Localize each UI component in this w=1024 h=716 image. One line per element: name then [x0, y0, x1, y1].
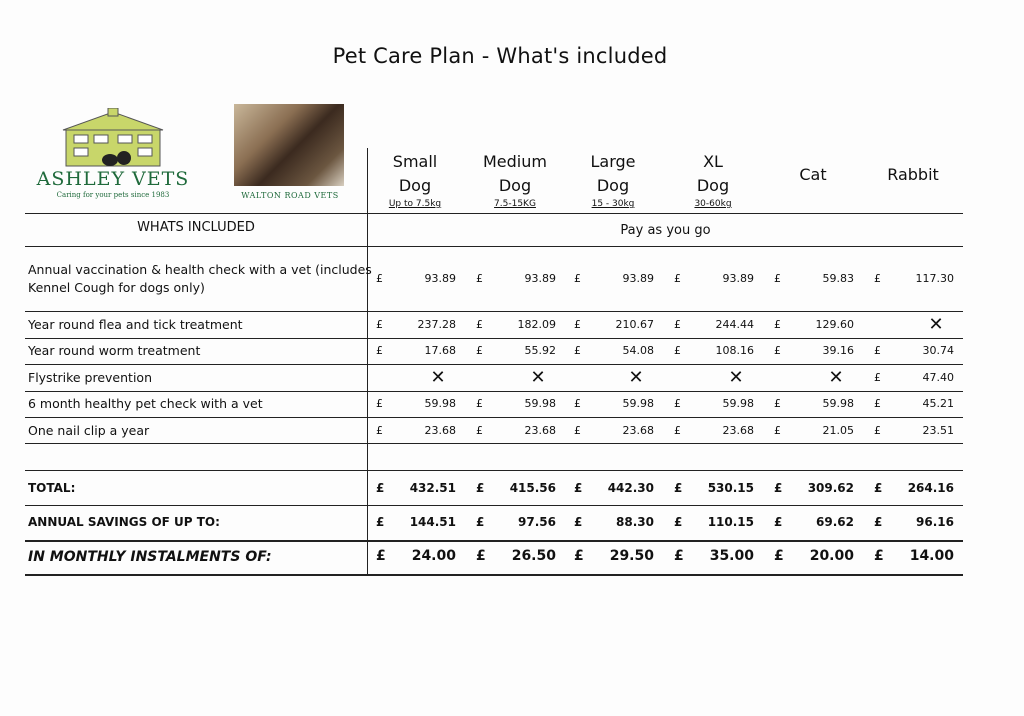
currency-symbol: £	[376, 318, 383, 331]
currency-symbol: £	[476, 424, 483, 437]
price-value: 23.68	[424, 424, 456, 437]
price-value: 59.98	[822, 397, 854, 410]
price-value: 29.50	[609, 548, 654, 564]
price-value: 144.51	[409, 515, 456, 529]
price-value: 442.30	[607, 481, 654, 495]
currency-symbol: £	[376, 548, 386, 564]
currency-symbol: £	[774, 272, 781, 285]
currency-symbol: £	[674, 397, 681, 410]
price-value: 93.89	[524, 272, 556, 285]
currency-symbol: £	[476, 515, 485, 529]
cross-icon: ✕	[728, 367, 744, 388]
currency-symbol: £	[774, 481, 783, 495]
currency-symbol: £	[774, 548, 784, 564]
price-value: 17.68	[424, 344, 456, 357]
currency-symbol: £	[574, 318, 581, 331]
divider	[25, 470, 963, 471]
currency-symbol: £	[376, 272, 383, 285]
divider	[25, 574, 963, 576]
currency-symbol: £	[476, 481, 485, 495]
cross-icon: ✕	[430, 367, 446, 388]
price-value: 530.15	[707, 481, 754, 495]
currency-symbol: £	[874, 344, 881, 357]
currency-symbol: £	[674, 318, 681, 331]
price-value: 117.30	[915, 272, 954, 285]
currency-symbol: £	[874, 515, 883, 529]
price-value: 23.68	[722, 424, 754, 437]
currency-symbol: £	[476, 318, 483, 331]
currency-symbol: £	[874, 424, 881, 437]
price-value: 59.98	[424, 397, 456, 410]
cross-icon: ✕	[928, 314, 944, 335]
currency-symbol: £	[874, 548, 884, 564]
currency-symbol: £	[674, 548, 684, 564]
currency-symbol: £	[774, 424, 781, 437]
ashley-tagline: Caring for your pets since 1983	[56, 191, 170, 199]
currency-symbol: £	[574, 397, 581, 410]
row-label-vaccination-1: Annual vaccination & health check with a vet (includes	[28, 262, 372, 277]
currency-symbol: £	[574, 272, 581, 285]
currency-symbol: £	[376, 515, 385, 529]
divider	[25, 338, 963, 339]
currency-symbol: £	[774, 318, 781, 331]
price-value: 26.50	[511, 548, 556, 564]
row-label-savings: ANNUAL SAVINGS OF UP TO:	[28, 515, 220, 529]
price-value: 182.09	[517, 318, 556, 331]
column-header-type: Dog	[498, 176, 532, 195]
column-header-weight: 15 - 30kg	[591, 199, 635, 209]
divider	[25, 391, 963, 392]
column-divider	[367, 148, 368, 575]
currency-symbol: £	[574, 424, 581, 437]
currency-symbol: £	[874, 371, 881, 384]
divider	[25, 311, 963, 312]
row-label-vaccination-2: Kennel Cough for dogs only)	[28, 280, 205, 295]
divider	[25, 417, 963, 418]
ashley-brand-name: ASHLEY VETS	[36, 168, 190, 190]
column-header-type: Dog	[596, 176, 630, 195]
currency-symbol: £	[874, 397, 881, 410]
whats-included-header: WHATS INCLUDED	[137, 220, 255, 235]
price-value: 20.00	[809, 548, 854, 564]
column-header-weight: 30-60kg	[694, 199, 732, 209]
currency-symbol: £	[674, 344, 681, 357]
divider	[25, 505, 963, 506]
price-value: 93.89	[424, 272, 456, 285]
currency-symbol: £	[376, 424, 383, 437]
divider	[25, 364, 963, 365]
price-value: 210.67	[615, 318, 654, 331]
column-header-type: Dog	[398, 176, 432, 195]
currency-symbol: £	[574, 481, 583, 495]
column-header-4	[763, 163, 863, 187]
price-value: 24.00	[411, 548, 456, 564]
price-value: 244.44	[715, 318, 754, 331]
column-header-0	[365, 150, 465, 210]
cross-icon: ✕	[628, 367, 644, 388]
currency-symbol: £	[574, 344, 581, 357]
walton-road-vets-logo	[234, 104, 346, 204]
column-header-type: Dog	[696, 176, 730, 195]
price-value: 96.16	[916, 515, 954, 529]
price-value: 415.56	[509, 481, 556, 495]
column-header-5	[863, 163, 963, 187]
column-header-name: Small	[392, 152, 438, 171]
divider	[25, 213, 963, 214]
page-title: Pet Care Plan - What's included	[332, 44, 668, 68]
price-value: 93.89	[722, 272, 754, 285]
currency-symbol: £	[874, 481, 883, 495]
price-value: 23.68	[622, 424, 654, 437]
currency-symbol: £	[574, 548, 584, 564]
price-value: 59.83	[822, 272, 854, 285]
price-value: 30.74	[922, 344, 954, 357]
price-value: 88.30	[616, 515, 654, 529]
price-value: 39.16	[822, 344, 854, 357]
cat-photo	[234, 104, 344, 186]
price-value: 47.40	[922, 371, 954, 384]
pay-as-you-go-header: Pay as you go	[620, 223, 711, 238]
price-value: 35.00	[709, 548, 754, 564]
column-header-name: Rabbit	[887, 165, 939, 184]
currency-symbol: £	[376, 397, 383, 410]
price-value: 21.05	[822, 424, 854, 437]
currency-symbol: £	[874, 272, 881, 285]
walton-brand-name: WALTON ROAD VETS	[241, 191, 339, 200]
price-value: 110.15	[707, 515, 754, 529]
price-value: 59.98	[524, 397, 556, 410]
price-value: 69.62	[816, 515, 854, 529]
column-header-2	[563, 150, 663, 210]
currency-symbol: £	[774, 515, 783, 529]
column-header-3	[663, 150, 763, 210]
price-value: 59.98	[622, 397, 654, 410]
divider	[25, 540, 963, 542]
currency-symbol: £	[476, 548, 486, 564]
price-value: 108.16	[715, 344, 754, 357]
row-label-total: TOTAL:	[28, 481, 76, 495]
column-header-weight: 7.5-15KG	[494, 199, 536, 209]
price-value: 23.51	[922, 424, 954, 437]
column-header-name: Medium	[483, 152, 547, 171]
currency-symbol: £	[674, 515, 683, 529]
column-header-1	[465, 150, 565, 210]
row-label-monthly: IN MONTHLY INSTALMENTS OF:	[28, 549, 272, 565]
currency-symbol: £	[476, 397, 483, 410]
currency-symbol: £	[674, 272, 681, 285]
row-label-healthy-check: 6 month healthy pet check with a vet	[28, 396, 263, 411]
building-icon	[58, 108, 168, 168]
column-header-name: Cat	[799, 165, 827, 184]
currency-symbol: £	[774, 344, 781, 357]
currency-symbol: £	[376, 344, 383, 357]
currency-symbol: £	[674, 481, 683, 495]
row-label-nail-clip: One nail clip a year	[28, 423, 150, 438]
row-label-flystrike: Flystrike prevention	[28, 370, 152, 385]
price-value: 14.00	[909, 548, 954, 564]
price-value: 237.28	[417, 318, 456, 331]
price-value: 59.98	[722, 397, 754, 410]
price-value: 93.89	[622, 272, 654, 285]
price-value: 45.21	[922, 397, 954, 410]
divider	[25, 443, 963, 444]
cross-icon: ✕	[530, 367, 546, 388]
column-header-weight: Up to 7.5kg	[388, 199, 442, 209]
price-value: 54.08	[622, 344, 654, 357]
column-header-name: Large	[590, 152, 636, 171]
currency-symbol: £	[376, 481, 385, 495]
cross-icon: ✕	[828, 367, 844, 388]
price-value: 97.56	[518, 515, 556, 529]
divider	[25, 246, 963, 247]
price-value: 55.92	[524, 344, 556, 357]
currency-symbol: £	[774, 397, 781, 410]
price-value: 432.51	[409, 481, 456, 495]
price-value: 309.62	[807, 481, 854, 495]
row-label-flea-tick: Year round flea and tick treatment	[28, 317, 243, 332]
price-value: 129.60	[815, 318, 854, 331]
ashley-vets-logo	[28, 108, 198, 203]
column-header-name: XL	[703, 152, 723, 171]
price-value: 264.16	[907, 481, 954, 495]
price-value: 23.68	[524, 424, 556, 437]
currency-symbol: £	[476, 272, 483, 285]
currency-symbol: £	[674, 424, 681, 437]
currency-symbol: £	[574, 515, 583, 529]
row-label-worm: Year round worm treatment	[28, 343, 201, 358]
currency-symbol: £	[476, 344, 483, 357]
